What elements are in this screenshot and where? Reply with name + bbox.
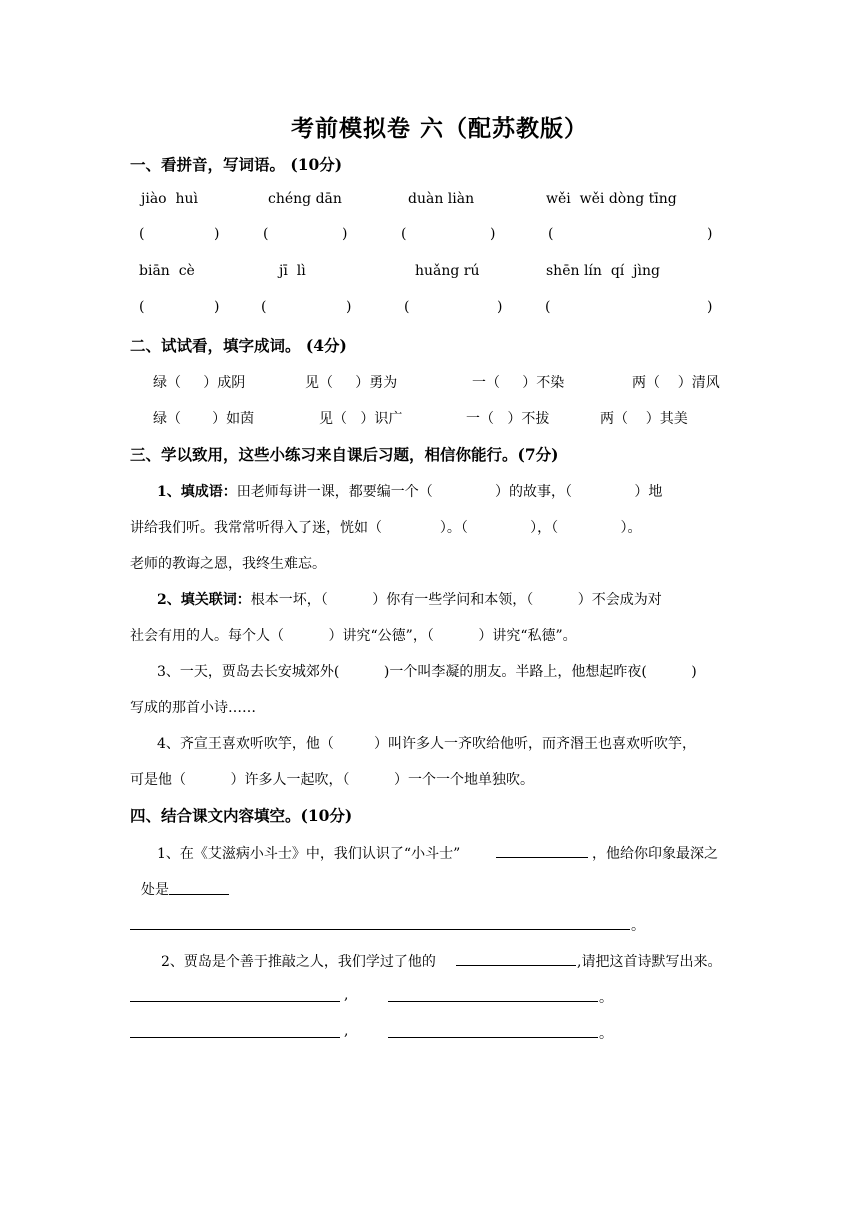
pinyin-2-1: biān cè (139, 263, 195, 279)
q3-1-line-1 (157, 481, 662, 501)
q4-1-text-c: 处是 (141, 882, 169, 898)
q3-1-line-2[interactable]: 讲给我们听。我常常听得入了迷，恍如（ ）。（ ），（ ）。 (130, 520, 642, 536)
q4-1-text-b: ，他给你印象最深之 (592, 846, 718, 862)
answer-box-1[interactable] (150, 226, 212, 246)
bracket-open: ( (404, 299, 410, 315)
poem-line-3[interactable] (130, 1037, 340, 1038)
q3-2-text[interactable]: 根本一坏，（ ）你有一些学问和本领，（ ）不会成为对 (250, 592, 662, 608)
section-3-heading: 三、学以致用，这些小练习来自课后习题，相信你能行。(7分) (130, 445, 559, 464)
section-2-heading: 二、试试看，填字成词。 (4分) (130, 336, 347, 355)
fill-word-1[interactable]: 绿（ ）成阴 (153, 375, 246, 391)
period: 。 (599, 1026, 613, 1042)
bracket-close: ) (707, 299, 713, 315)
fill-word-4[interactable]: 两（ ）清风 (632, 375, 720, 391)
fill-word-3[interactable]: 一（ ）不染 (472, 375, 565, 391)
bracket-open: ( (261, 299, 267, 315)
period: 。 (599, 990, 613, 1006)
bracket-close: ) (346, 299, 352, 315)
q3-2-line-1 (157, 589, 662, 609)
answer-box-4[interactable] (559, 226, 705, 246)
q3-2-line-2[interactable]: 社会有用的人。每个人（ ）讲究“公德”，（ ）讲究“私德”。 (130, 628, 577, 644)
answer-box-7[interactable] (415, 299, 495, 319)
pinyin-1-4: wěi wěi dòng tīng (546, 191, 677, 207)
bracket-close: ) (342, 226, 348, 242)
period: 。 (631, 918, 645, 934)
q3-4-line-1[interactable]: 4、齐宣王喜欢听吹竽，他（ ）叫许多人一齐吹给他听，而齐湣王也喜欢听吹竽， (157, 736, 696, 752)
bracket-open: ( (139, 299, 145, 315)
q3-1-line-3: 老师的教诲之恩，我终生难忘。 (130, 556, 326, 572)
bracket-open: ( (401, 226, 407, 242)
fill-word-6[interactable]: 见（ ）识广 (319, 411, 403, 427)
answer-box-3[interactable] (412, 226, 488, 246)
bracket-close: ) (497, 299, 503, 315)
poem-line-4[interactable] (388, 1037, 598, 1038)
comma: , (344, 1023, 349, 1039)
page-title: 考前模拟卷 六（配苏教版） (291, 115, 589, 142)
answer-box-2[interactable] (274, 226, 340, 246)
bracket-close: ) (490, 226, 496, 242)
bracket-open: ( (548, 226, 554, 242)
fill-word-2[interactable]: 见（ ）勇为 (305, 375, 398, 391)
q3-2-label: 2、填关联词： (157, 592, 251, 608)
answer-line-q4-2a[interactable] (456, 965, 576, 966)
bracket-close: ) (707, 226, 713, 242)
poem-line-2[interactable] (388, 1001, 598, 1002)
q3-4-line-2[interactable]: 可是他（ ）许多人一起吹，（ ）一个一个地单独吹。 (130, 772, 535, 788)
fill-word-8[interactable]: 两（ ）其美 (600, 411, 688, 427)
q4-1-text-a: 1、在《艾滋病小斗士》中，我们认识了“小斗士” (157, 846, 461, 862)
bracket-open: ( (139, 226, 145, 242)
bracket-open: ( (545, 299, 551, 315)
answer-line-q4-1a[interactable] (496, 857, 588, 858)
answer-box-5[interactable] (150, 299, 212, 319)
answer-box-8[interactable] (556, 299, 705, 319)
pinyin-2-4: shēn lín qí jìng (546, 263, 660, 279)
pinyin-2-3: huǎng rú (415, 263, 480, 279)
pinyin-1-1: jiào huì (141, 191, 199, 207)
bracket-close: ) (214, 299, 220, 315)
answer-line-q4-1c[interactable] (130, 929, 630, 930)
q4-2-text-b: ,请把这首诗默写出来。 (577, 954, 722, 970)
q3-1-label: 1、填成语： (157, 484, 237, 500)
q4-2-text-a: 2、贾岛是个善于推敲之人，我们学过了他的 (161, 954, 436, 970)
fill-word-7[interactable]: 一（ ）不拔 (466, 411, 550, 427)
comma: , (344, 987, 349, 1003)
fill-word-5[interactable]: 绿（ ）如茵 (153, 411, 255, 427)
poem-line-1[interactable] (130, 1001, 340, 1002)
bracket-open: ( (263, 226, 269, 242)
pinyin-2-2: jī lì (279, 263, 306, 279)
q3-1-text[interactable]: 田老师每讲一课，都要编一个（ ）的故事，（ ）地 (236, 484, 663, 500)
q3-3-line-2: 写成的那首小诗…… (130, 700, 256, 716)
section-4-heading: 四、结合课文内容填空。(10分) (130, 806, 353, 825)
section-1-heading: 一、看拼音，写词语。 (10分) (130, 155, 343, 174)
pinyin-1-3: duàn liàn (408, 191, 475, 207)
bracket-close: ) (214, 226, 220, 242)
pinyin-1-2: chéng dān (268, 191, 342, 207)
answer-box-6[interactable] (272, 299, 344, 319)
answer-line-q4-1b[interactable] (169, 894, 229, 895)
q3-3-line-1[interactable]: 3、一天，贾岛去长安城郊外( )一个叫李凝的朋友。半路上，他想起昨夜( ) (157, 664, 697, 680)
